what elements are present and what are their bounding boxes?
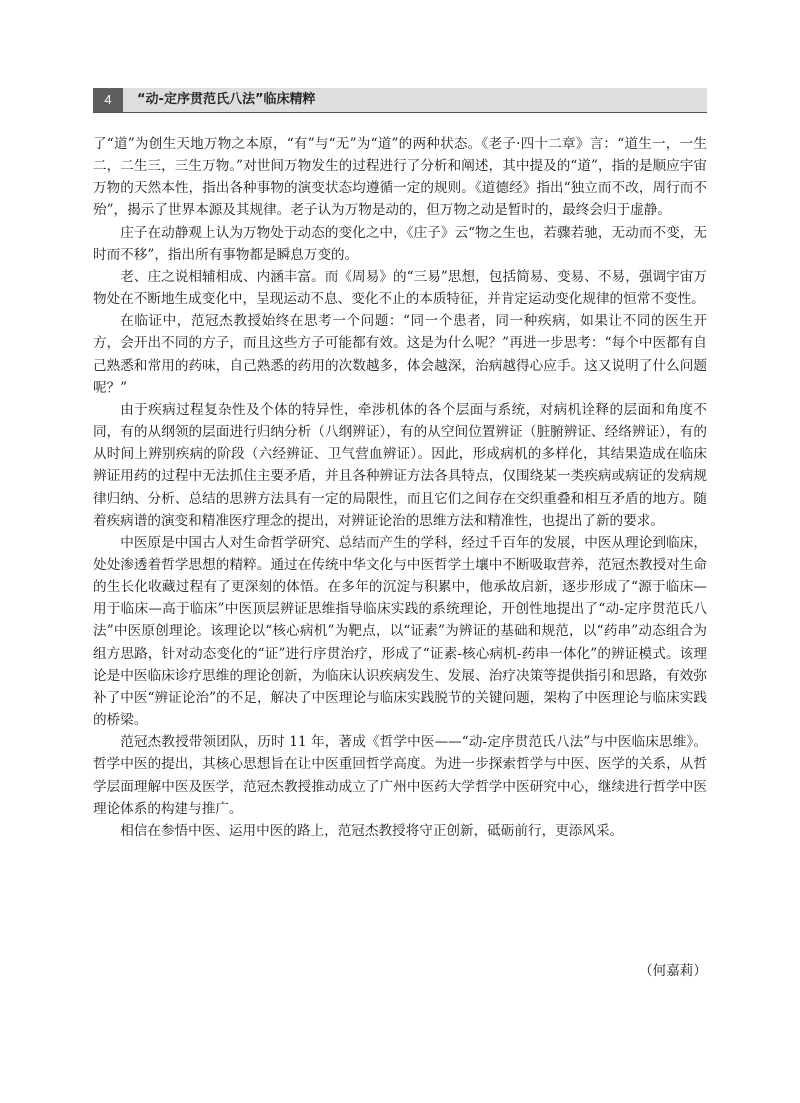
paragraph: 范冠杰教授带领团队，历时 11 年，著成《哲学中医——“动-定序贯范氏八法”与中医临床思维》。哲学中医的提出，其核心思想旨在让中医重回哲学高度。为进一步探索哲学与中医、医学的关系，从哲学层面理解中医及医学，范冠杰教授推动成立了广州中医药大学哲学中医研究中心，继续进行哲学中医理论体系的构建与推广。 bbox=[93, 734, 707, 817]
running-title: “动-定序贯范氏八法”临床精粹 bbox=[137, 92, 316, 107]
paragraph: 庄子在动静观上认为万物处于动态的变化之中，《庄子》云“物之生也，若骤若驰，无动而不变，无时而不移”，指出所有事物都是瞬息万变的。 bbox=[93, 224, 707, 263]
paragraph: 老、庄之说相辅相成、内涵丰富。而《周易》的“三易”思想，包括简易、变易、不易，强调宇宙万物处在不断地生成变化中，呈现运动不息、变化不止的本质特征，并肯定运动变化规律的恒常不变性。 bbox=[93, 268, 707, 308]
running-header bbox=[93, 88, 707, 113]
paragraph: 相信在参悟中医、运用中医的路上，范冠杰教授将守正创新，砥砺前行，更添风采。 bbox=[120, 822, 624, 839]
paragraph: 了“道”为创生天地万物之本原，“有”与“无”为“道”的两种状态。《老子·四十二章》言：“道生一，一生二，二生三，三生万物。”对世间万物发生的过程进行了分析和阐述，其中提及的“道”，指的是顺应宇宙万物的天然本性，指出各种事物的演变状态均遵循一定的规则。《道德经》指出“独立而不改，周行而不殆”，揭示了世界本源及其规律。老子认为万物是动的，但万物之动是暂时的，最终会归于虚静。 bbox=[93, 136, 707, 219]
body-text bbox=[93, 133, 707, 842]
author-credit: （何嘉莉） bbox=[639, 963, 707, 979]
paragraph: 由于疾病过程复杂性及个体的特异性，牵涉机体的各个层面与系统，对病机诠释的层面和角度不同，有的从纲领的层面进行归纳分析（八纲辨证），有的从空间位置辨证（脏腑辨证、经络辨证），有的从时间上辨别疾病的阶段（六经辨证、卫气营血辨证）。因此，形成病机的多样化，其结果造成在临床辨证用药的过程中无法抓住主要矛盾，并且各种辨证方法各具特点，仅围绕某一类疾病或病证的发病规律归纳、分析、总结的思辨方法具有一定的局限性，而且它们之间存在交织重叠和相互矛盾的地方。随着疾病谱的演变和精准医疗理念的提出，对辨证论治的思维方法和精准性，也提出了新的要求。 bbox=[93, 401, 707, 529]
paragraph: 中医原是中国古人对生命哲学研究、总结而产生的学科，经过千百年的发展，中医从理论到临床，处处渗透着哲学思想的精粹。通过在传统中华文化与中医哲学土壤中不断吸取营养，范冠杰教授对生命的生长化收藏过程有了更深刻的体悟。在多年的沉淀与积累中，他承故启新，逐步形成了“源于临床—用于临床—高于临床”中医顶层辨证思维指导临床实践的系统理论，开创性地提出了“动-定序贯范氏八法”中医原创理论。该理论以“核心病机”为靶点，以“证素”为辨证的基础和规范，以“药串”动态组合为组方思路，针对动态变化的“证”进行序贯治疗，形成了“证素-核心病机-药串一体化”的辨证模式。该理论是中医临床诊疗思维的理论创新，为临床认识疾病发生、发展、治疗决策等提供指引和思路，有效弥补了中医“辨证论治”的不足，解决了中医理论与临床实践脱节的关键问题，架构了中医理论与临床实践的桥梁。 bbox=[93, 534, 707, 729]
page-number: 4 bbox=[93, 88, 123, 112]
paragraph: 在临证中，范冠杰教授始终在思考一个问题：“同一个患者，同一种疾病，如果让不同的医生开方，会开出不同的方子，而且这些方子可能都有效。这是为什么呢？”再进一步思考：“每个中医都有自己熟悉和常用的药味，自己熟悉的药用的次数越多，体会越深，治病越得心应手。这又说明了什么问题呢？” bbox=[93, 313, 707, 396]
